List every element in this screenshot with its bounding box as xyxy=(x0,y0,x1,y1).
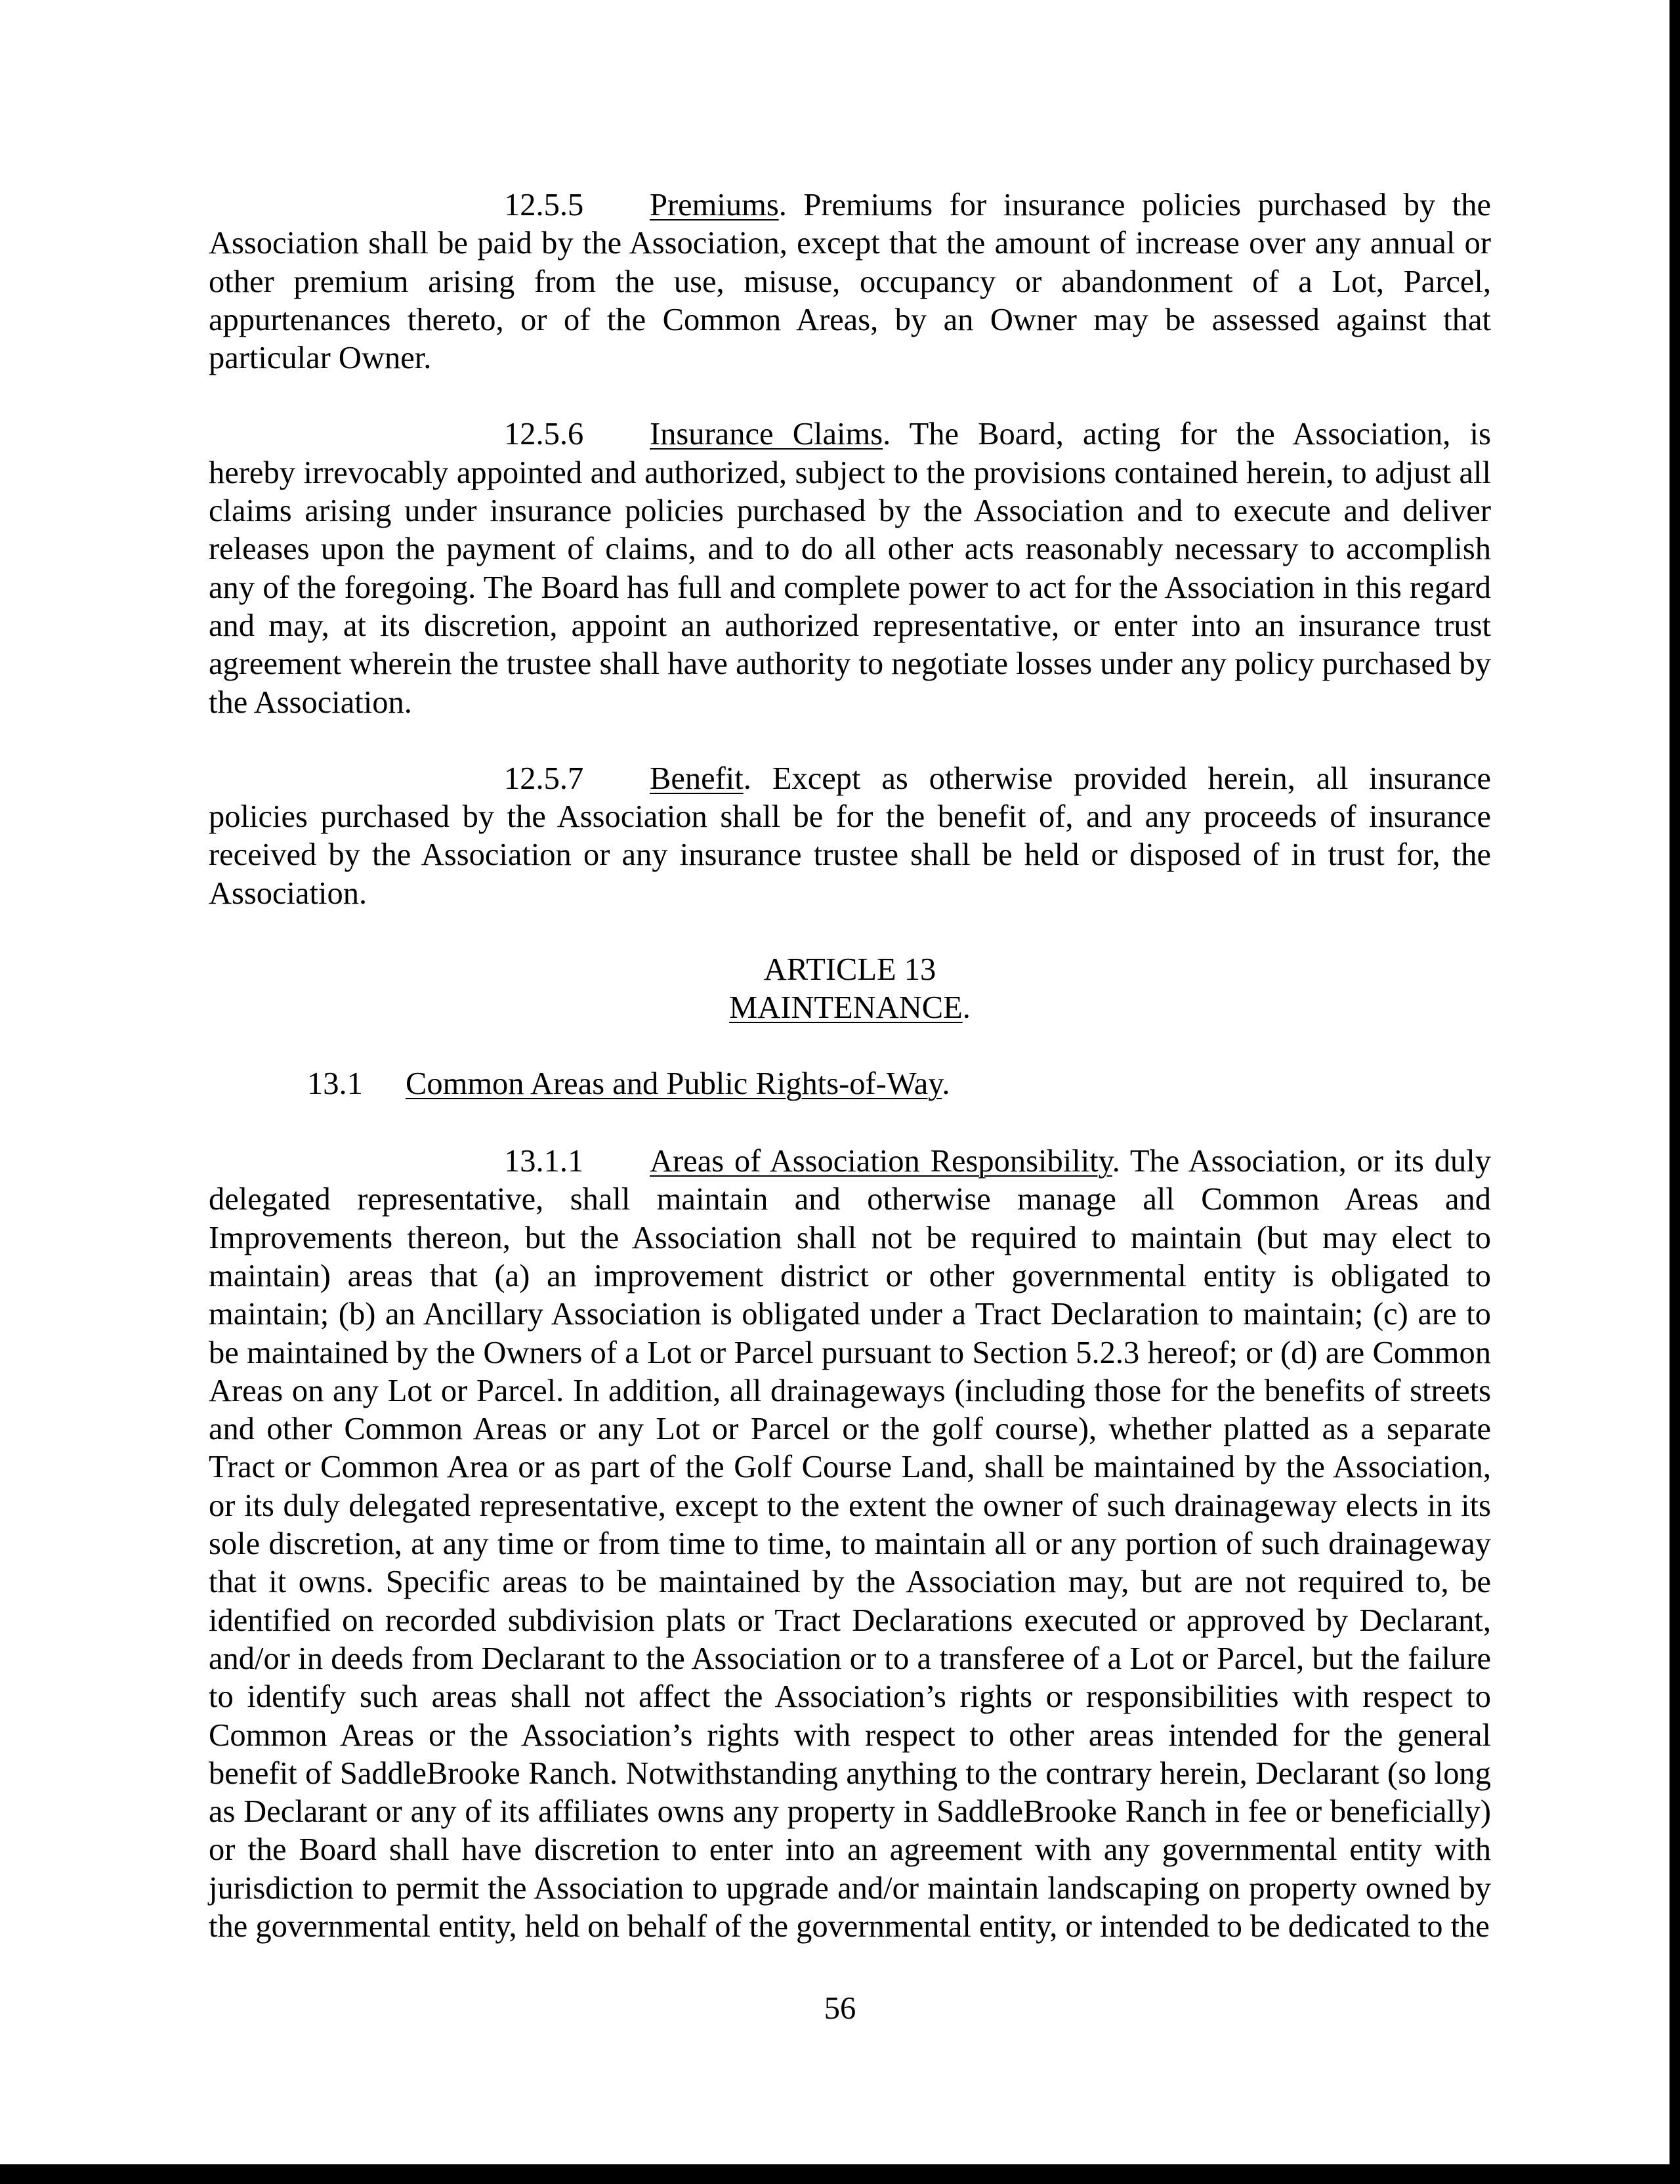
document-page xyxy=(209,186,1491,1946)
section-13-1 xyxy=(209,1065,1491,1103)
article-label: ARTICLE 13 xyxy=(763,952,936,988)
paragraph-12-5-7 xyxy=(209,760,1491,913)
paragraph-heading: Benefit xyxy=(650,761,744,796)
paragraph-text: . The Board, acting for the Association, is hereby irrevocably appointed and authorized, subject to the provisions contained herein, to adjust all claims arising under insurance policies purchased by the Association and to execute and deliver releases upon the payment of claims, and to do all other acts reasonably necessary to accomplish any of the foregoing. The Board has full and complete power to act for the Association in this regard and may, at its discretion, appoint an authorized representative, or enter into an insurance trust agreement wherein the trustee shall have authority to negotiate losses under any policy purchased by the Association. xyxy=(209,417,1491,720)
article-title-suffix: . xyxy=(962,990,971,1026)
section-title-suffix: . xyxy=(942,1066,950,1102)
page-number: 56 xyxy=(824,1991,856,2026)
paragraph-number: 12.5.5 xyxy=(504,188,584,222)
spacer xyxy=(209,1027,1491,1065)
paragraph-text: . Except as otherwise provided herein, all insurance policies purchased by the Association shall be for the benefit of, and any proceeds of insurance received by the Association or any insurance trustee shall be held or disposed of in trust for, the Association. xyxy=(209,761,1491,911)
article-title-text: MAINTENANCE xyxy=(729,990,963,1026)
paragraph-number: 13.1.1 xyxy=(504,1144,584,1179)
paragraph-heading: Areas of Association Responsibility xyxy=(650,1144,1112,1179)
scan-border-right xyxy=(1670,0,1680,2184)
paragraph-text: . The Association, or its duly delegated representative, shall maintain and otherwise manage all Common Areas and Improvements thereon, but the Association shall not be required to maintain (but may elect to maintain) areas that (a) an improvement district or other governmental entity is obligated to maintain; (b) an Ancillary Association is obligated under a Tract Declaration to maintain; (c) are to be maintained by the Owners of a Lot or Parcel pursuant to Section 5.2.3 hereof; or (d) are Common Areas on any Lot or Parcel. In addition, all drainageways (including those for the benefits of streets and other Common Areas or any Lot or Parcel or the golf course), whether platted as a separate Tract or Common Area or as part of the Golf Course Land, shall be maintained by the Association, or its duly delegated representative, except to the extent the owner of such drainageway elects in its sole discretion, at any time or from time to time, to maintain all or any portion of such drainageway that it owns. Specific areas to be maintained by the Association may, but are not required to, be identified on recorded subdivision plats or Tract Declarations executed or approved by Declarant, and/or in deeds from Declarant to the Association or to a transferee of a Lot or Parcel, but the failure to identify such areas shall not affect the Association’s rights or responsibilities with respect to Common Areas or the Association’s rights with respect to other areas intended for the general benefit of SaddleBrooke Ranch. Notwithstanding anything to the contrary herein, Declarant (so long as Declarant or any of its affiliates owns any property in SaddleBrooke Ranch in fee or beneficially) or the Board shall have discretion to enter into an agreement with any governmental entity with jurisdiction to permit the Association to upgrade and/or maintain landscaping on property owned by the governmental entity, held on behalf of the governmental entity, or intended to be dedicated to the xyxy=(209,1144,1491,1944)
paragraph-12-5-6 xyxy=(209,415,1491,721)
paragraph-12-5-5 xyxy=(209,186,1491,377)
paragraph-text: . Premiums for insurance policies purchased by the Association shall be paid by the Association, except that the amount of increase over any annual or other premium arising from the use, misuse, occupancy or abandonment of a Lot, Parcel, appurtenances thereto, or of the Common Areas, by an Owner may be assessed against that particular Owner. xyxy=(209,188,1491,376)
paragraph-13-1-1 xyxy=(209,1143,1491,1946)
scan-border-bottom xyxy=(0,2164,1680,2184)
spacer xyxy=(209,377,1491,415)
paragraph-heading: Premiums xyxy=(650,188,779,222)
article-title xyxy=(209,989,1491,1027)
paragraph-number: 12.5.6 xyxy=(504,417,584,452)
section-number: 13.1 xyxy=(307,1066,363,1102)
paragraph-number: 12.5.7 xyxy=(504,761,584,796)
spacer xyxy=(209,913,1491,951)
section-title: Common Areas and Public Rights-of-Way xyxy=(406,1066,942,1102)
spacer xyxy=(209,722,1491,760)
spacer xyxy=(209,1103,1491,1143)
paragraph-heading: Insurance Claims xyxy=(650,417,883,452)
